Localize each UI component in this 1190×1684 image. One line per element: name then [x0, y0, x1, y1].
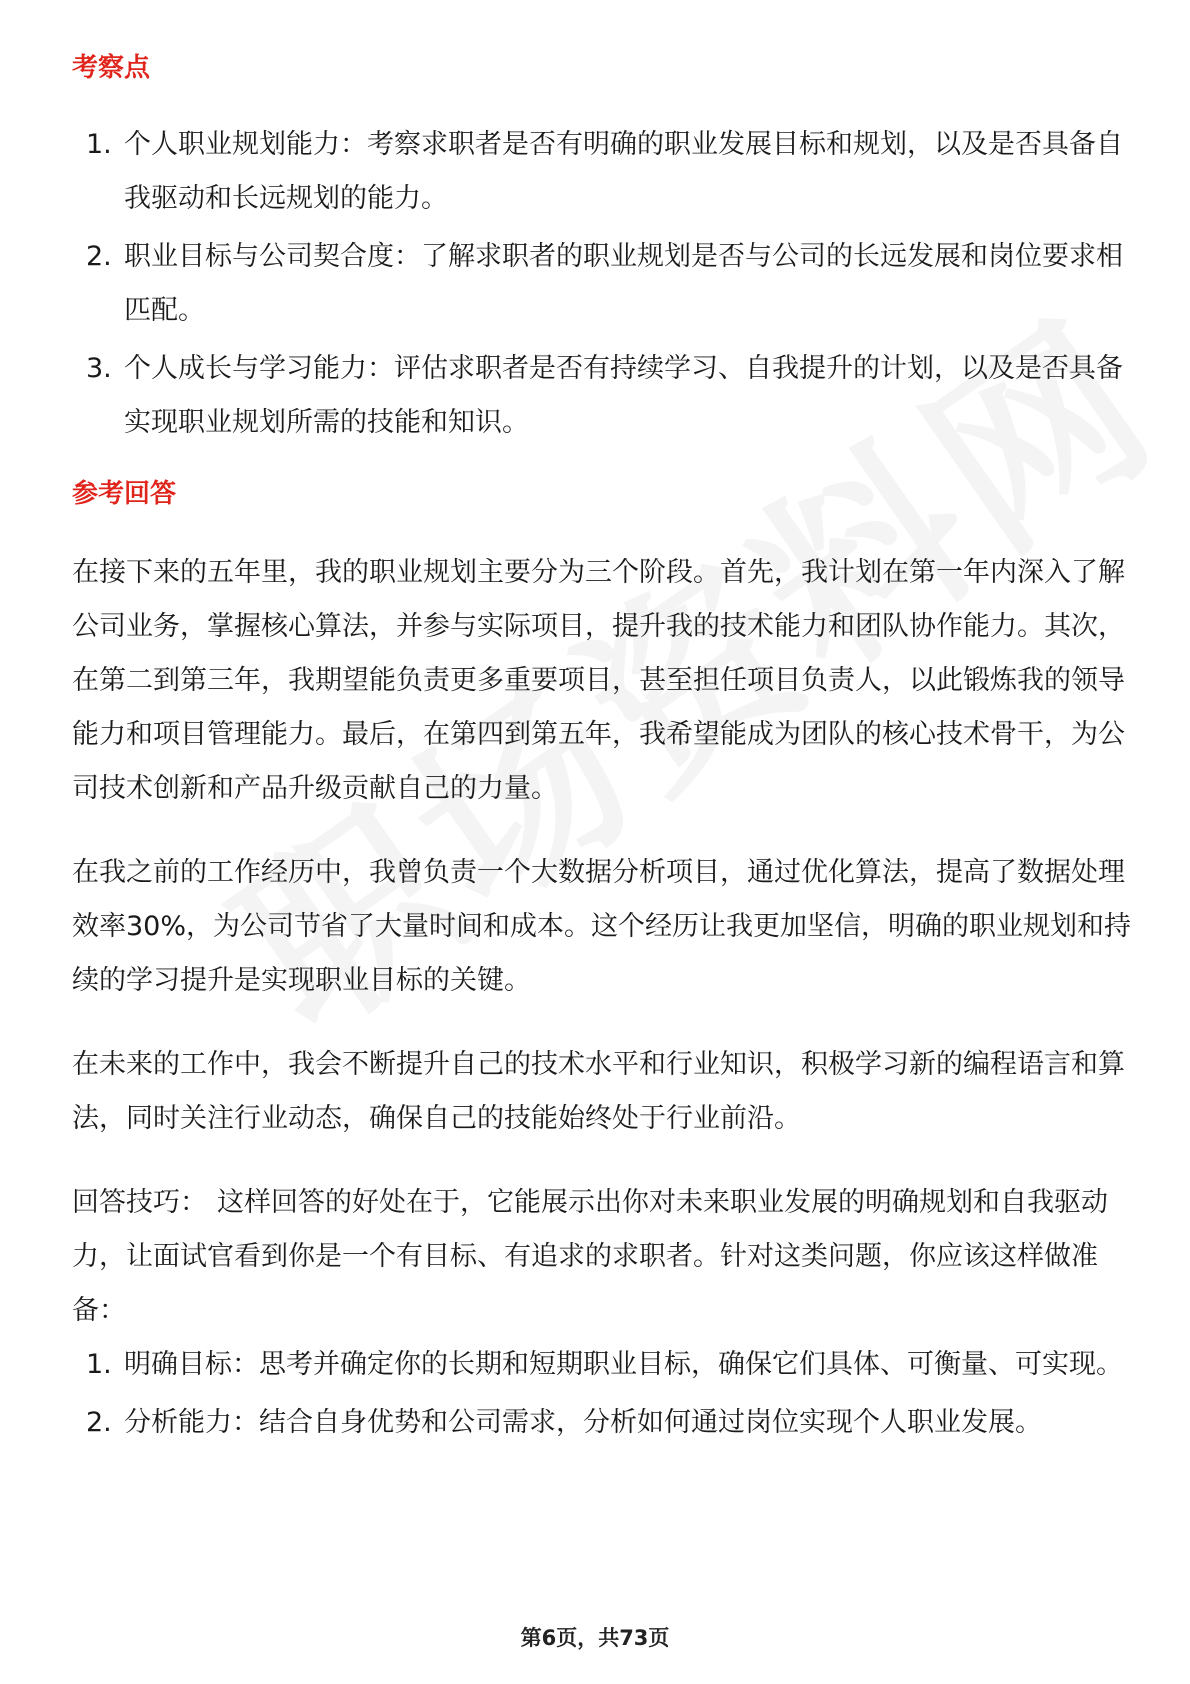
list-number: 2.	[86, 1407, 112, 1438]
list-item-text: 个人成长与学习能力：评估求职者是否有持续学习、自我提升的计划，以及是否具备实现职业规划所需的技能和知识。	[124, 353, 1123, 438]
prep-steps-list	[72, 1338, 1132, 1450]
list-item	[72, 342, 1132, 450]
tips-text: 这样回答的好处在于，它能展示出你对未来职业发展的明确规划和自我驱动力，让面试官看到你是一个有目标、有追求的求职者。针对这类问题，你应该这样做准备：	[72, 1187, 1108, 1326]
list-item-text: 明确目标：思考并确定你的长期和短期职业目标，确保它们具体、可衡量、可实现。	[124, 1349, 1123, 1380]
exam-points-list	[72, 118, 1132, 450]
document-page	[72, 48, 1132, 1454]
list-item	[72, 230, 1132, 338]
list-number: 3.	[86, 353, 112, 384]
list-number: 1.	[86, 129, 112, 160]
list-number: 2.	[86, 241, 112, 272]
section-title-exam-points: 考察点	[72, 53, 151, 83]
list-item-text: 个人职业规划能力：考察求职者是否有明确的职业发展目标和规划，以及是否具备自我驱动和长远规划的能力。	[124, 129, 1123, 214]
answer-tips	[72, 1176, 1132, 1338]
list-item	[72, 1396, 1132, 1450]
answer-paragraph: 在未来的工作中，我会不断提升自己的技术水平和行业知识，积极学习新的编程语言和算法，同时关注行业动态，确保自己的技能始终处于行业前沿。	[72, 1049, 1125, 1134]
list-item-text: 分析能力：结合自身优势和公司需求，分析如何通过岗位实现个人职业发展。	[124, 1407, 1042, 1438]
answer-paragraph: 在接下来的五年里，我的职业规划主要分为三个阶段。首先，我计划在第一年内深入了解公司业务，掌握核心算法，并参与实际项目，提升我的技术能力和团队协作能力。其次，在第二到第三年，我期望能负责更多重要项目，甚至担任项目负责人，以此锻炼我的领导能力和项目管理能力。最后，在第四到第五年，我希望能成为团队的核心技术骨干，为公司技术创新和产品升级贡献自己的力量。	[72, 557, 1125, 804]
section-title-reference-answer: 参考回答	[72, 479, 177, 509]
list-item-text: 职业目标与公司契合度：了解求职者的职业规划是否与公司的长远发展和岗位要求相匹配。	[124, 241, 1123, 326]
list-item	[72, 1338, 1132, 1392]
page-footer: 第6页，共73页	[520, 1626, 670, 1650]
list-item	[72, 118, 1132, 226]
list-number: 1.	[86, 1349, 112, 1380]
tips-label: 回答技巧：	[72, 1187, 207, 1218]
answer-paragraph: 在我之前的工作经历中，我曾负责一个大数据分析项目，通过优化算法，提高了数据处理效率30%，为公司节省了大量时间和成本。这个经历让我更加坚信，明确的职业规划和持续的学习提升是实现职业目标的关键。	[72, 857, 1132, 996]
